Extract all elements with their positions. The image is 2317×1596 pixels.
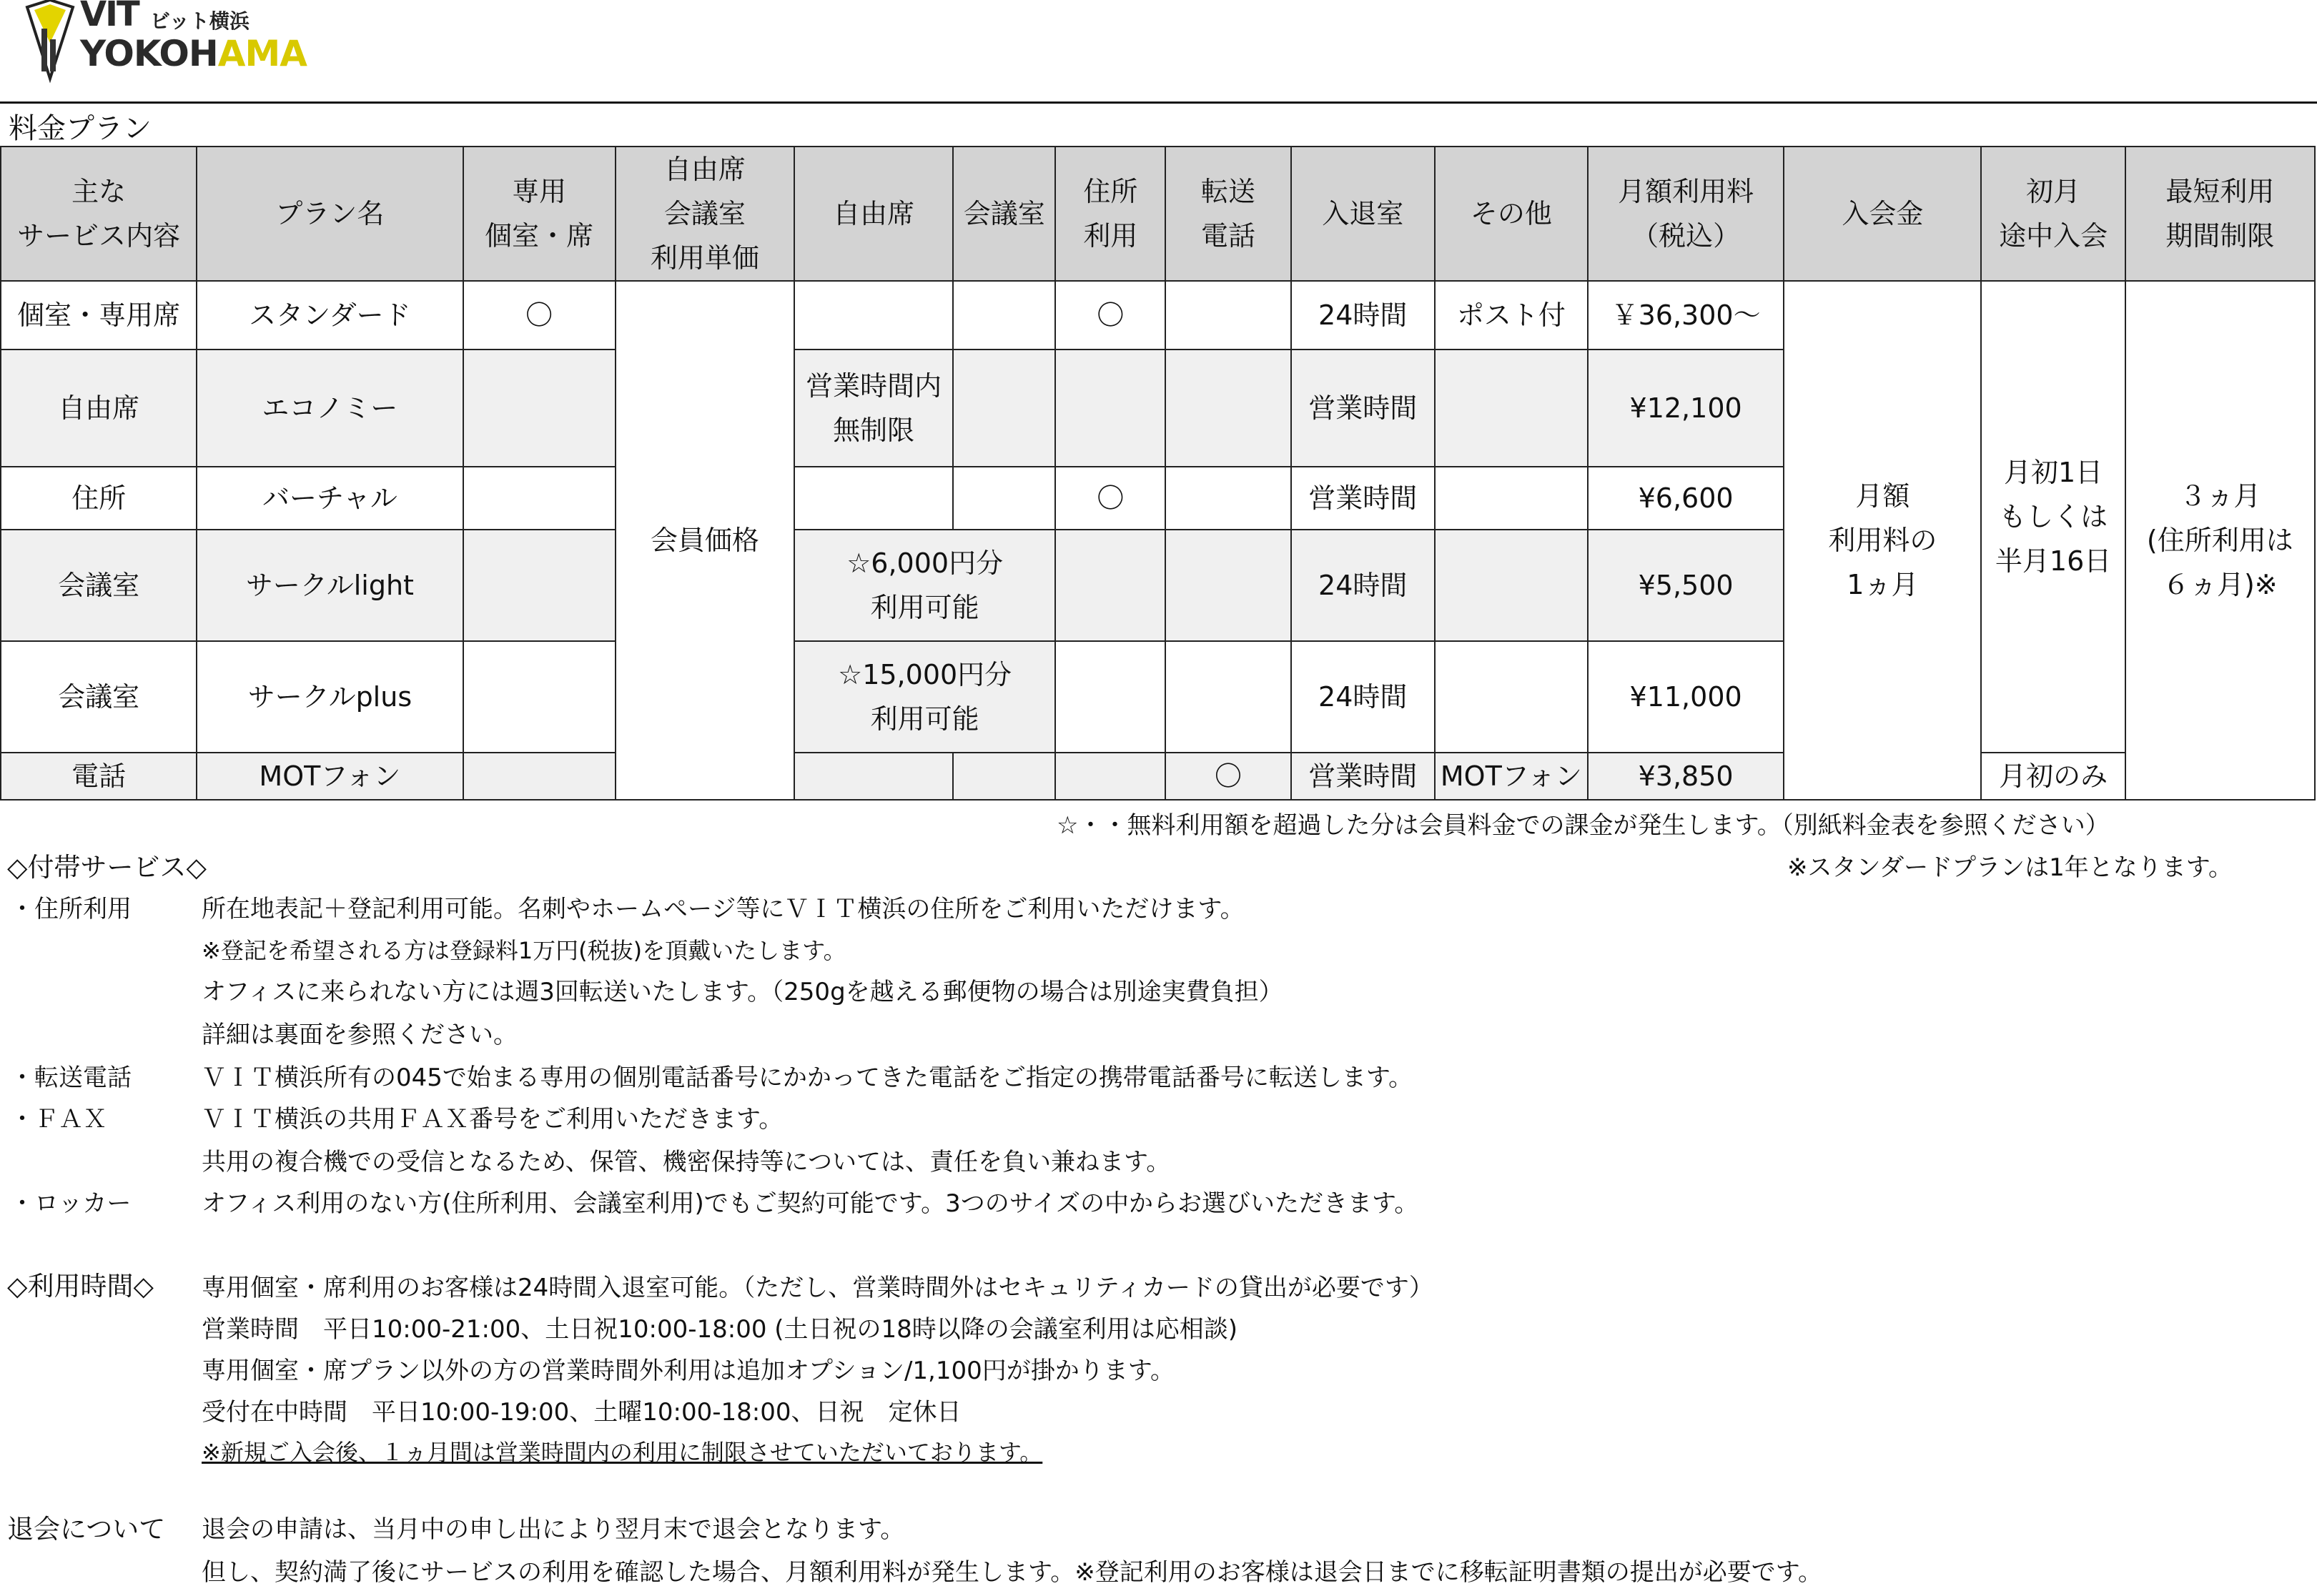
other-cell: ポスト付 (1435, 281, 1588, 350)
phone-forward-cell (1165, 281, 1290, 350)
monthly-fee-cell: ¥11,000 (1588, 641, 1784, 753)
star-note: ☆・・無料利用額を超過した分は会員料金での課金が発生します。（別紙料金表を参照ください） (1057, 811, 2110, 840)
forward-label: ・転送電話 (10, 1064, 132, 1092)
header-cell: 会議室 (953, 147, 1055, 281)
address-line-1: 所在地表記＋登記利用可能。名刺やホームページ等にＶＩＴ横浜の住所をご利用いただけます。 (202, 895, 1245, 923)
header-cell: 転送 電話 (1165, 147, 1290, 281)
header-cell: 自由席 会議室 利用単価 (616, 147, 794, 281)
address-use-cell (1055, 530, 1165, 641)
address-line-2: ※登記を希望される方は登録料1万円(税抜)を頂戴いたします。 (202, 937, 846, 964)
access-hours-cell: 24時間 (1291, 281, 1435, 350)
hours-heading: ◇利用時間◇ (7, 1271, 154, 1302)
phone-forward-cell (1165, 350, 1290, 467)
other-cell (1435, 530, 1588, 641)
header-cell: 最短利用 期間制限 (2125, 147, 2315, 281)
pricing-table (0, 146, 2316, 801)
header-cell: その他 (1435, 147, 1588, 281)
free-seat-cell (794, 467, 953, 530)
fax-label: ・ＦＡＸ (10, 1105, 107, 1134)
address-line-4: 詳細は裏面を参照ください。 (202, 1021, 518, 1049)
header-cell: 主な サービス内容 (1, 147, 197, 281)
standard-note: ※スタンダードプランは1年となります。 (1787, 853, 2233, 882)
leave-line-1: 退会の申請は、当月中の申し出により翌月末で退会となります。 (202, 1515, 905, 1544)
access-hours-cell: 営業時間 (1291, 350, 1435, 467)
monthly-fee-cell: ￥36,300〜 (1588, 281, 1784, 350)
leave-heading: 退会について (7, 1514, 166, 1545)
header-cell: 住所 利用 (1055, 147, 1165, 281)
free-seat-cell: 営業時間内 無制限 (794, 350, 953, 467)
phone-forward-cell (1165, 467, 1290, 530)
access-hours-cell: 営業時間 (1291, 467, 1435, 530)
entry-fee-cell: 月額 利用料の 1ヵ月 (1784, 281, 1981, 800)
fax-line-2: 共用の複合機での受信となるため、保管、機密保持等については、責任を負い兼ねます。 (202, 1148, 1171, 1176)
unit-price-cell: 会員価格 (616, 281, 794, 800)
service-cell: 個室・専用席 (1, 281, 197, 350)
min-period-cell: ３ヵ月 (住所利用は ６ヵ月)※ (2125, 281, 2315, 800)
meeting-room-cell (953, 467, 1055, 530)
plan-name-cell: サークルlight (197, 530, 463, 641)
hours-line-1: 専用個室・席利用のお客様は24時間入退室可能。（ただし、営業時間外はセキュリティカードの貸出が必要です） (202, 1274, 1433, 1302)
private-seat-cell (463, 753, 616, 800)
plan-name-cell: サークルplus (197, 641, 463, 753)
free-meeting-allowance-cell: ☆6,000円分 利用可能 (794, 530, 1055, 641)
access-hours-cell: 24時間 (1291, 641, 1435, 753)
other-cell (1435, 467, 1588, 530)
header-cell: 専用 個室・席 (463, 147, 616, 281)
address-use-cell (1055, 753, 1165, 800)
plan-name-cell: バーチャル (197, 467, 463, 530)
monthly-fee-cell: ¥3,850 (1588, 753, 1784, 800)
meeting-room-cell (953, 350, 1055, 467)
page-title: 料金プラン (9, 112, 152, 145)
extras-heading: ◇付帯サービス◇ (7, 852, 207, 883)
first-month-cell: 月初1日 もしくは 半月16日 (1981, 281, 2125, 753)
private-seat-cell (463, 641, 616, 753)
free-seat-cell (794, 753, 953, 800)
private-seat-cell (463, 350, 616, 467)
other-cell (1435, 641, 1588, 753)
access-hours-cell: 営業時間 (1291, 753, 1435, 800)
plan-name-cell: MOTフォン (197, 753, 463, 800)
service-cell: 会議室 (1, 641, 197, 753)
address-use-cell (1055, 641, 1165, 753)
header-cell: 入退室 (1291, 147, 1435, 281)
forward-line-1: ＶＩＴ横浜所有の045で始まる専用の個別電話番号にかかってきた電話をご指定の携帯電話番号に転送します。 (202, 1064, 1413, 1092)
first-month-cell: 月初のみ (1981, 753, 2125, 800)
plan-name-cell: スタンダード (197, 281, 463, 350)
table-row (1, 281, 2315, 350)
hours-line-5: ※新規ご入会後、１ヵ月間は営業時間内の利用に制限させていただいております。 (202, 1439, 1043, 1466)
free-seat-cell (794, 281, 953, 350)
hours-line-3: 専用個室・席プラン以外の方の営業時間外利用は追加オプション/1,100円が掛かります。 (202, 1357, 1175, 1385)
header-cell: 入会金 (1784, 147, 1981, 281)
logo-yokohama-text: YOKOHAMA (80, 33, 307, 74)
free-meeting-allowance-cell: ☆15,000円分 利用可能 (794, 641, 1055, 753)
leave-line-2: 但し、契約満了後にサービスの利用を確認した場合、月額利用料が発生します。※登記利用のお客様は退会日までに移転証明書類の提出が必要です。 (202, 1558, 1823, 1587)
address-use-cell (1055, 350, 1165, 467)
phone-forward-cell: 〇 (1165, 753, 1290, 800)
phone-forward-cell (1165, 641, 1290, 753)
hours-line-4: 受付在中時間 平日10:00-19:00、土曜10:00-18:00、日祝 定休日 (202, 1398, 962, 1427)
other-cell: MOTフォン (1435, 753, 1588, 800)
logo-jp-text: ビット横浜 (150, 9, 250, 33)
service-cell: 住所 (1, 467, 197, 530)
vit-yokohama-logo (21, 0, 307, 84)
logo-mark-icon (21, 0, 79, 84)
service-cell: 会議室 (1, 530, 197, 641)
address-line-3: オフィスに来られない方には週3回転送いたします。（250gを越える郵便物の場合は別途実費負担） (202, 978, 1283, 1006)
meeting-room-cell (953, 281, 1055, 350)
private-seat-cell (463, 467, 616, 530)
meeting-room-cell (953, 753, 1055, 800)
monthly-fee-cell: ¥6,600 (1588, 467, 1784, 530)
header-divider (0, 101, 2317, 104)
fax-line-1: ＶＩＴ横浜の共用ＦＡＸ番号をご利用いただきます。 (202, 1105, 784, 1134)
address-use-cell: 〇 (1055, 281, 1165, 350)
monthly-fee-cell: ¥12,100 (1588, 350, 1784, 467)
service-cell: 自由席 (1, 350, 197, 467)
access-hours-cell: 24時間 (1291, 530, 1435, 641)
other-cell (1435, 350, 1588, 467)
locker-label: ・ロッカー (10, 1189, 132, 1218)
logo-vit-text: VIT (80, 0, 139, 34)
monthly-fee-cell: ¥5,500 (1588, 530, 1784, 641)
header-cell: 初月 途中入会 (1981, 147, 2125, 281)
table-header-row (1, 147, 2315, 281)
service-cell: 電話 (1, 753, 197, 800)
phone-forward-cell (1165, 530, 1290, 641)
header-cell: プラン名 (197, 147, 463, 281)
header-cell: 月額利用料 （税込） (1588, 147, 1784, 281)
private-seat-cell: 〇 (463, 281, 616, 350)
plan-name-cell: エコノミー (197, 350, 463, 467)
address-use-cell: 〇 (1055, 467, 1165, 530)
header-cell: 自由席 (794, 147, 953, 281)
hours-line-2: 営業時間 平日10:00-21:00、土日祝10:00-18:00 (土日祝の18時以降の会議室利用は応相談) (202, 1315, 1238, 1344)
private-seat-cell (463, 530, 616, 641)
locker-line-1: オフィス利用のない方(住所利用、会議室利用)でもご契約可能です。3つのサイズの中からお選びいただきます。 (202, 1189, 1419, 1218)
address-label: ・住所利用 (10, 895, 132, 923)
